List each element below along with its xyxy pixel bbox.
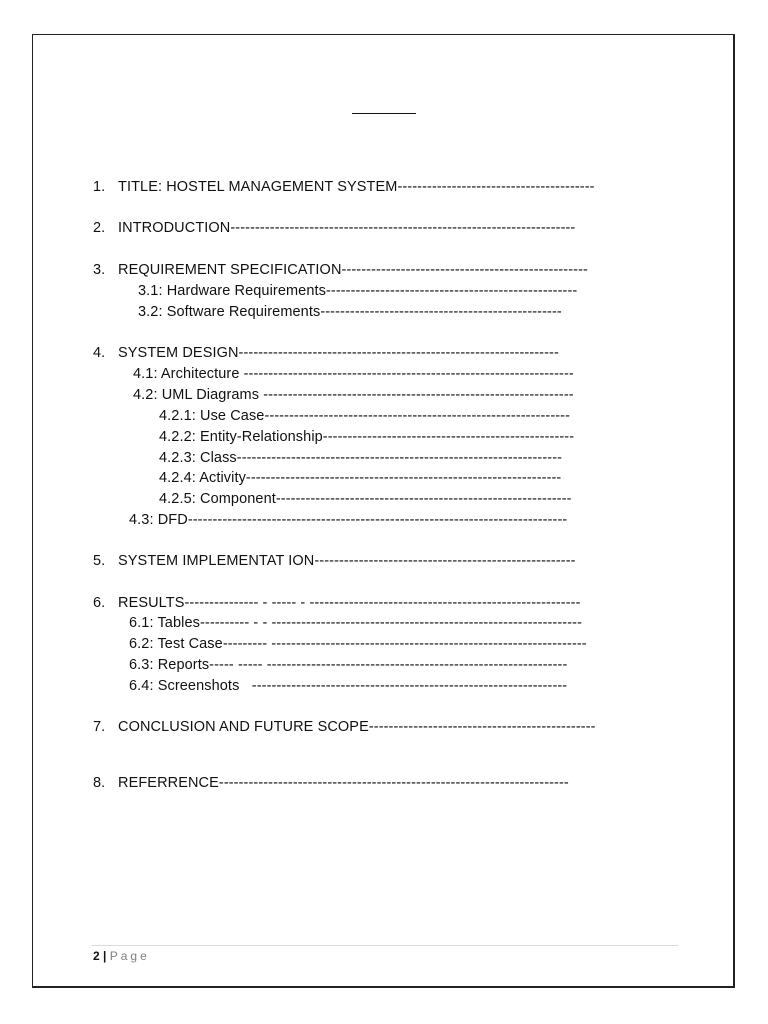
page-footer xyxy=(93,948,150,964)
toc-entry-system-implementation: SYSTEM IMPLEMENTAT ION----------------------------------------------------- xyxy=(118,553,576,569)
page-number: 2 xyxy=(93,949,100,963)
toc-number: 5. xyxy=(93,553,106,569)
toc-entry-class: 4.2.3: Class------------------------------------------------------------------ xyxy=(159,450,563,466)
footer-separator: | xyxy=(103,949,107,963)
page-label: Page xyxy=(109,949,150,963)
toc-entry-requirement-specification: REQUIREMENT SPECIFICATION-------------------------------------------------- xyxy=(118,262,588,278)
page-frame xyxy=(32,34,735,988)
toc-entry-dfd: 4.3: DFD----------------------------------------------------------------------------- xyxy=(129,512,568,528)
toc-entry-test-case: 6.2: Test Case--------- ---------------------------------------------------------------- xyxy=(129,636,587,652)
toc-entry-component: 4.2.5: Component------------------------------------------------------------ xyxy=(159,491,572,507)
toc-entry-hardware-requirements: 3.1: Hardware Requirements--------------------------------------------------- xyxy=(138,283,578,299)
toc-entry-conclusion: CONCLUSION AND FUTURE SCOPE---------------------------------------------- xyxy=(118,719,596,735)
heading-underline xyxy=(352,113,416,114)
toc-number: 6. xyxy=(93,595,106,611)
toc-number: 7. xyxy=(93,719,106,735)
toc-number: 3. xyxy=(93,262,106,278)
toc-entry-title: TITLE: HOSTEL MANAGEMENT SYSTEM---------------------------------------- xyxy=(118,179,595,195)
toc-number: 8. xyxy=(93,775,106,791)
toc-entry-introduction: INTRODUCTION---------------------------------------------------------------------- xyxy=(118,220,576,236)
toc-entry-architecture: 4.1: Architecture ------------------------------------------------------------------- xyxy=(133,366,574,382)
toc-entry-uml-diagrams: 4.2: UML Diagrams --------------------------------------------------------------- xyxy=(133,387,574,403)
toc-entry-reports: 6.3: Reports----- ----- ------------------------------------------------------------- xyxy=(129,657,568,673)
toc-entry-reference: REFERRENCE----------------------------------------------------------------------- xyxy=(118,775,569,791)
toc-entry-results: RESULTS--------------- - ----- - ------------------------------------------------------- xyxy=(118,595,581,611)
toc-entry-activity: 4.2.4: Activity---------------------------------------------------------------- xyxy=(159,470,562,486)
toc-entry-screenshots: 6.4: Screenshots ---------------------------------------------------------------- xyxy=(129,678,568,694)
toc-entry-tables: 6.1: Tables---------- - - --------------------------------------------------------------- xyxy=(129,615,582,631)
footer-divider xyxy=(92,945,678,946)
toc-number: 4. xyxy=(93,345,106,361)
toc-entry-entity-relationship: 4.2.2: Entity-Relationship--------------------------------------------------- xyxy=(159,429,575,445)
toc-entry-use-case: 4.2.1: Use Case-------------------------------------------------------------- xyxy=(159,408,571,424)
toc-number: 1. xyxy=(93,179,106,195)
toc-entry-software-requirements: 3.2: Software Requirements------------------------------------------------- xyxy=(138,304,562,320)
toc-entry-system-design: SYSTEM DESIGN----------------------------------------------------------------- xyxy=(118,345,559,361)
toc-number: 2. xyxy=(93,220,106,236)
